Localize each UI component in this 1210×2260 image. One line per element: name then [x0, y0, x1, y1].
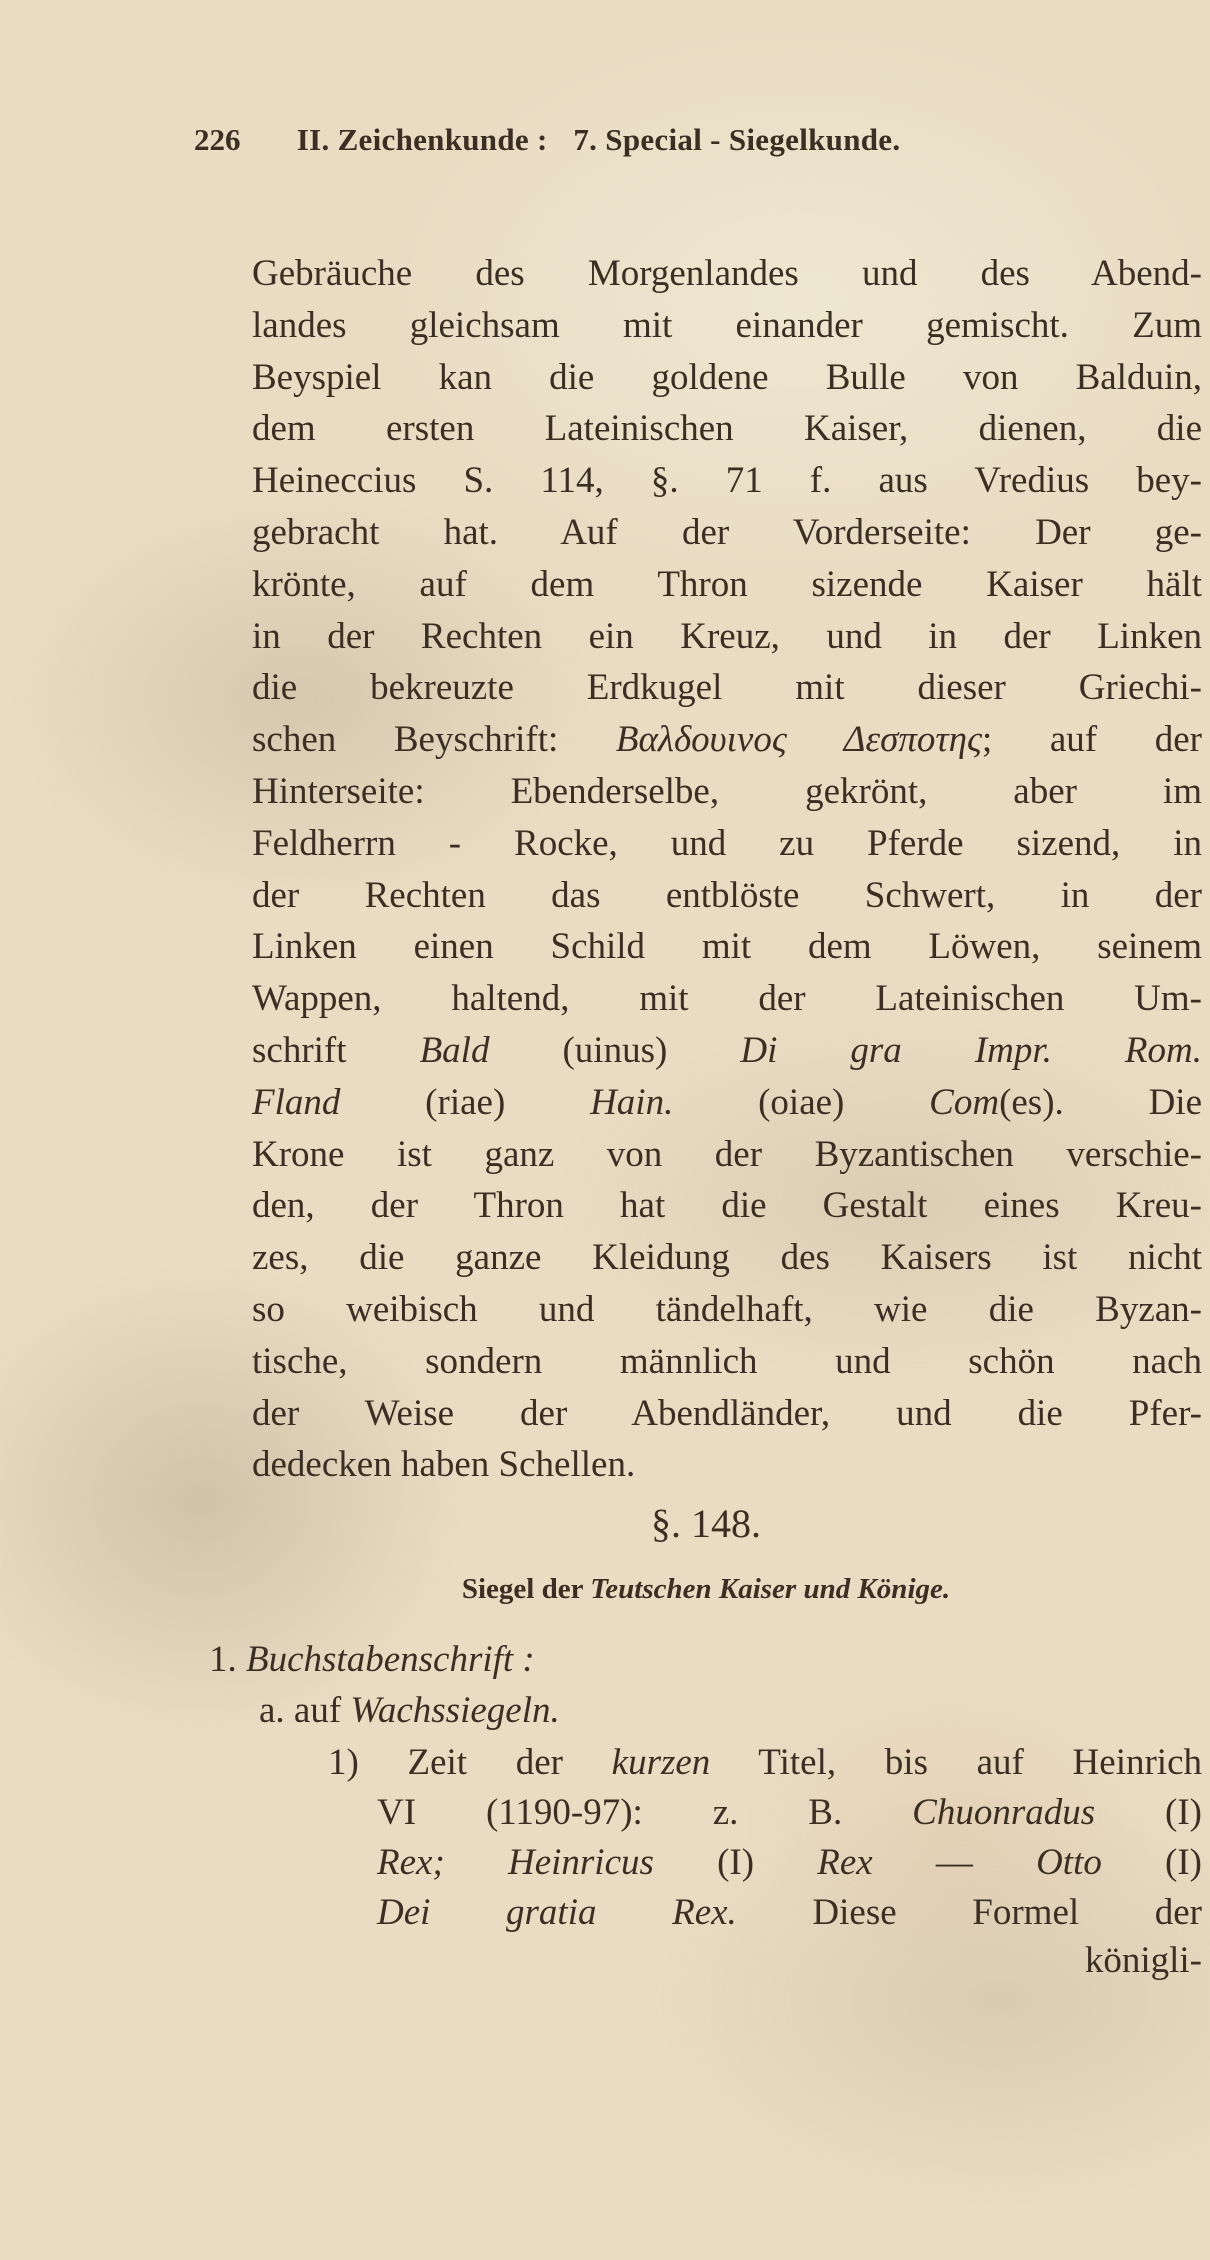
italic-text: und [803, 1573, 851, 1605]
text-run: dem ersten Lateinischen Kaiser, dienen, die [252, 408, 1202, 450]
text-line [252, 1288, 1202, 1332]
text-line [252, 1081, 1202, 1125]
text-run: Diese Formel der [736, 1892, 1202, 1933]
text-run: (uinus) [489, 1030, 741, 1071]
text-line [252, 1392, 1202, 1436]
text-line [252, 511, 1202, 555]
text-run: krönte, auf dem Thron sizende Kaiser hält [252, 563, 1202, 605]
italic-text: Dei gratia Rex. [377, 1892, 737, 1933]
text-run: VI (1190-97): z. B. [377, 1792, 913, 1833]
text-run: landes gleichsam mit einander gemischt. Zum [252, 304, 1202, 346]
text-run: der Rechten das entblöste Schwert, in der [252, 874, 1202, 916]
text-run: Wappen, haltend, mit der Lateinischen Um- [252, 978, 1202, 1020]
text-run: ; auf der [981, 719, 1202, 761]
text-run: (riae) [340, 1081, 591, 1123]
text-run: Feldherrn - Rocke, und zu Pferde sizend, in [252, 822, 1202, 864]
italic-text: Heinricus [507, 1842, 654, 1883]
text-run: (oiae) [673, 1081, 930, 1123]
text-run: Beyspiel kan die goldene Bulle von Balduin, [252, 356, 1202, 398]
text-line [377, 1841, 1202, 1885]
text-run: Heineccius S. 114, §. 71 f. aus Vredius bey- [252, 460, 1202, 502]
italic-text: Fland [252, 1081, 341, 1123]
text-line [252, 1029, 1202, 1073]
section-subtitle [0, 1573, 1210, 1606]
text-line [252, 563, 1202, 607]
text-line [252, 925, 1202, 969]
text-run: (I) [1095, 1792, 1202, 1833]
text-run: (I) [653, 1842, 818, 1883]
text-run: zes, die ganze Kleidung des Kaisers ist nicht [252, 1237, 1202, 1279]
text-line [377, 1891, 1202, 1935]
text-line [252, 718, 1202, 762]
text-run: Krone ist ganz von der Byzantischen verschie- [252, 1133, 1202, 1175]
text-run: tische, sondern männlich und schön nach [252, 1340, 1202, 1382]
text-line [252, 615, 1202, 659]
italic-text: kurzen [611, 1742, 711, 1783]
text-line [252, 666, 1202, 710]
italic-text: Hain. [590, 1081, 674, 1123]
text-line [252, 252, 1202, 296]
text-run: schen Beyschrift: [252, 719, 616, 761]
text-run: 1) Zeit der [328, 1742, 612, 1783]
list-item-1a1 [328, 1741, 1202, 1785]
italic-text: Teutschen Kaiser [590, 1573, 797, 1605]
text-run: (I) [1101, 1842, 1203, 1883]
text-run: den, der Thron hat die Gestalt eines Kreu- [252, 1185, 1202, 1227]
text-run: Linken einen Schild mit dem Löwen, seinem [252, 926, 1202, 968]
italic-text: Βαλδουινος Δεσποτης [615, 719, 982, 761]
page-number: 226 [194, 122, 241, 157]
text-line [252, 1133, 1202, 1177]
text-line [377, 1791, 1202, 1835]
text-run: so weibisch und tändelhaft, wie die Byzan- [252, 1289, 1202, 1330]
running-header [194, 122, 1094, 158]
text-line [252, 1443, 1202, 1487]
text-line [252, 1184, 1202, 1228]
italic-text: Könige. [857, 1573, 951, 1605]
text-run: Titel, bis auf Heinrich [710, 1742, 1202, 1783]
italic-text: Bald [419, 1030, 490, 1071]
list-item-1a1-tail: königli- [1084, 1940, 1202, 1981]
text-run: Hinterseite: Ebenderselbe, gekrönt, aber im [252, 771, 1202, 812]
text-line [252, 1340, 1202, 1384]
text-line [252, 356, 1202, 400]
text-run: a. auf [259, 1690, 351, 1731]
italic-text: Rex; [377, 1842, 445, 1883]
list-item-1a [259, 1689, 560, 1733]
section-number: §. 148. [651, 1501, 761, 1546]
text-line [252, 874, 1202, 918]
text-run: der Weise der Abendländer, und die Pfer- [252, 1392, 1202, 1434]
italic-text: Otto [1036, 1842, 1102, 1883]
text-run: 1. [209, 1639, 246, 1680]
list-item-1 [209, 1638, 535, 1682]
text-run: gebracht hat. Auf der Vorderseite: Der ge- [252, 512, 1202, 553]
text-run [445, 1842, 508, 1883]
text-run: Siegel der [461, 1573, 591, 1605]
text-run: schrift [252, 1030, 420, 1071]
chapter-title: II. Zeichenkunde : [296, 122, 548, 157]
text-line [252, 304, 1202, 348]
text-line [252, 407, 1202, 451]
text-line [252, 977, 1202, 1021]
text-line [252, 1236, 1202, 1280]
italic-text: Buchstabenschrift : [246, 1639, 535, 1680]
text-run: Gebräuche des Morgenlandes und des Abend- [252, 253, 1202, 294]
italic-text: Chuonradus [912, 1792, 1096, 1833]
text-line [252, 770, 1202, 814]
italic-text: Rex [817, 1842, 873, 1883]
italic-text: Com [929, 1081, 1000, 1123]
italic-text: Wachssiegeln. [350, 1690, 560, 1731]
text-run: in der Rechten ein Kreuz, und in der Linken [252, 615, 1202, 657]
text-run: (es). Die [999, 1081, 1202, 1123]
italic-text: Di gra Impr. Rom. [740, 1030, 1202, 1071]
text-line [252, 459, 1202, 503]
section-title: 7. Special - Siegelkunde. [573, 122, 901, 157]
text-run: — [872, 1842, 1037, 1883]
text-run: dedecken haben Schellen. [252, 1444, 636, 1486]
text-run: die bekreuzte Erdkugel mit dieser Griechi- [252, 667, 1202, 709]
text-line [252, 822, 1202, 866]
